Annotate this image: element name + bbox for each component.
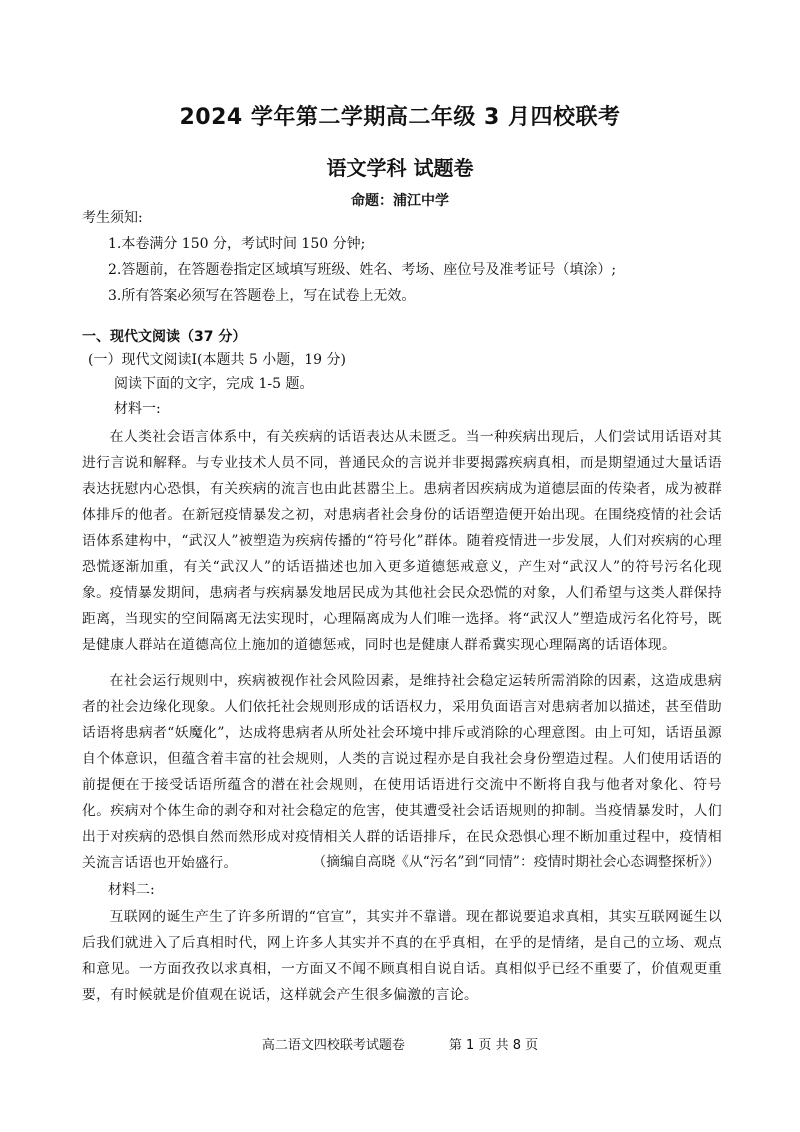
notice-item: 1.本卷满分 150 分，考试时间 150 分钟; [108, 236, 366, 252]
notice-item: 3.所有答案必须写在答题卷上，写在试卷上无效。 [108, 288, 416, 304]
section-title: 一、现代文阅读（37 分） [82, 329, 247, 345]
material2-label: 材料二: [108, 882, 155, 898]
paragraph-text: 在人类社会语言体系中，有关疾病的话语表达从未匮乏。当一种疾病出现后，人们尝试用话语对其进行言说和解释。与专业技术人员不同，普通民众的言说并非要揭露疾病真相，而是期望通过大量话语表达抚慰内心恐惧，有关疾病的流言也由此甚嚣尘上。患病者因疾病成为道德层面的传染者，成为被群体排斥的他者。在新冠疫情暴发之初，对患病者社会身份的话语塑造便开始出现。在围绕疫情的社会话语体系建构中，“武汉人”被塑造为疾病传播的“符号化”群体。随着疫情进一步发展，人们对疾病的心理恐慌逐渐加重，有关“武汉人”的话语描述也加入更多道德惩戒意义，产生对“武汉人”的符号污名化现象。 [82, 429, 722, 601]
notice-title: 考生须知: [82, 210, 143, 226]
exam-title: 2024 学年第二学期高二年级 3 月四校联考 [179, 105, 621, 130]
paragraph-text: 在社会运行规则中，疾病被视作社会风险因素，是维持社会稳定运转所需消除的因素，这造成患病者的社会边缘化现象。人们依托社会规则形成的话语权力，采用负面语言对患病者加以描述，甚至借助话语将患病者“妖魔化”，达成将患病者从所处社会环境中排斥或消除的心理意图。由上可知，话语虽源自个体意识，但蕴含着丰富的社会规则，人类的言说过程亦是自我社会身份塑造过程。人们使用话语的前提便在于接受话语所蕴含的潜在社会规则，在使用话语进行交流中不断将自我与他者对象化、符号化。疾病对个体生命的剥夺和对社会稳定的危害，使其遭受社会话语规则的抑制。当疫情暴发时，人们出于对疾病的恐惧自然而然形成对疫情相关人群的话语排斥，在民众恐惧心理不断加重过程中，疫情相关流言话语也开始盛行。 [82, 673, 722, 871]
instruction: 阅读下面的文字，完成 1-5 题。 [114, 376, 314, 392]
paragraph-text: 互联网的诞生产生了许多所谓的“官宣”，其实并不靠谱。现在都说要追求真相，其实互联网诞生以后我们就进入了后真相时代，网上许多人其实并不真的在乎真相，在乎的是情绪，是自己的立场、观点和意见。一方面孜孜以求真相，一方面又不闻不顾真相自说自话。真相似乎已经不重要了，价值观更重要，有时候就是价值观在说话，这样就会产生很多偏激的言论。 [82, 909, 722, 1003]
material1-source: （摘编自高晓《从“污名”到“同情”：疫情时期社会心态调整探析》） [312, 854, 720, 870]
material1-paragraph [82, 580, 722, 658]
page-footer [0, 1034, 800, 1053]
exam-subtitle: 语文学科 试题卷 [326, 156, 474, 180]
subsection-title: (一）现代文阅读Ⅰ(本题共 5 小题，19 分) [88, 352, 346, 368]
footer-page-info: 第 1 页 共 8 页 [448, 1038, 539, 1053]
material1-paragraph [82, 424, 722, 606]
paragraph-text: 疫情暴发期间，患病者与疾病暴发地居民成为其他社会民众恐慌的对象，人们希望与这类人群保持距离，当现实的空间隔离无法实现时，心理隔离成为人们唯一选择。将“武汉人”塑造成污名化符号，既是健康人群站在道德高位上施加的道德惩戒，同时也是健康人群希冀实现心理隔离的话语体现。 [82, 585, 722, 653]
material1-paragraph [82, 668, 722, 876]
footer-exam-name: 高二语文四校联考试题卷 [261, 1038, 405, 1053]
material1-label: 材料一: [114, 401, 161, 417]
notice-item: 2.答题前，在答题卷指定区域填写班级、姓名、考场、座位号及准考证号（填涂）; [108, 262, 617, 278]
exam-author: 命题：浦江中学 [351, 193, 449, 209]
material2-paragraph [82, 904, 722, 1008]
